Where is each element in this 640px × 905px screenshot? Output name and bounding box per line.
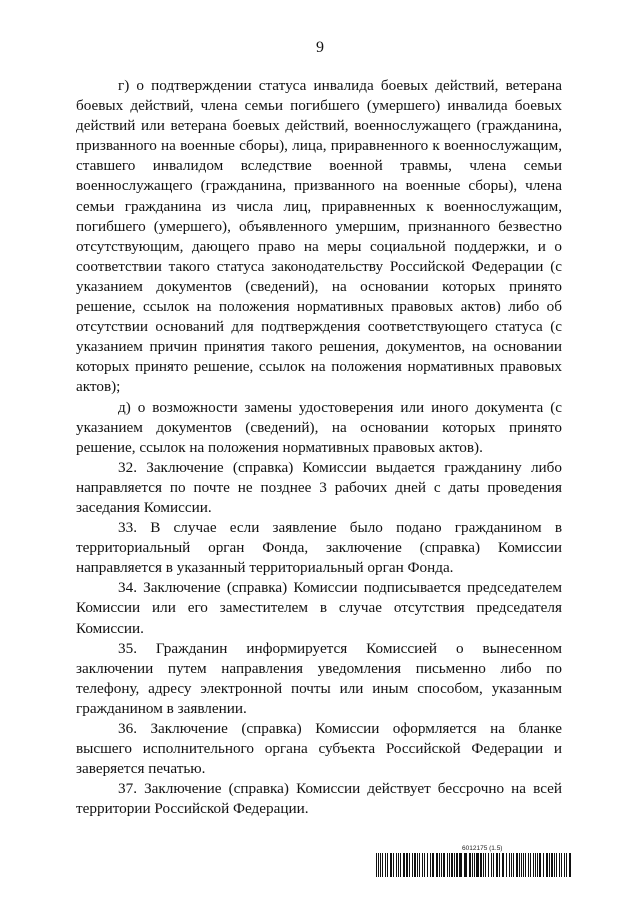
barcode-bar [516, 853, 518, 877]
barcode-bar [569, 853, 571, 877]
barcode-bar [398, 853, 399, 877]
barcode-bar [543, 853, 544, 877]
barcode-bar [382, 853, 383, 877]
barcode-bar [441, 853, 442, 877]
barcode-bar [385, 853, 386, 877]
barcode-bar [559, 853, 560, 877]
barcode-bar [396, 853, 397, 877]
barcode-bar [443, 853, 445, 877]
barcode-bar [525, 853, 526, 877]
barcode-bar [459, 853, 462, 877]
barcode-bar [509, 853, 510, 877]
barcode-bar [380, 853, 381, 877]
barcode-bar [376, 853, 377, 877]
barcode-bar [483, 853, 484, 877]
barcode-bar [400, 853, 401, 877]
paragraph-37: 37. Заключение (справка) Комиссии действует бессрочно на всей территории Российской Федерации. [76, 780, 562, 818]
paragraph-35: 35. Гражданин информируется Комиссией о вынесенном заключении путем направления уведомления письменно либо по телефону, адресу электронной почты или иным способом, указанным гражданином в заявлении. [76, 639, 562, 717]
barcode-bar [412, 853, 413, 877]
barcode-bar [513, 853, 514, 877]
barcode-bar [551, 853, 553, 877]
barcode-bar [469, 853, 471, 877]
barcode-bar [464, 853, 467, 877]
barcode-bar [449, 853, 450, 877]
barcode-bar [488, 853, 489, 877]
barcode-bar [491, 853, 492, 877]
barcode-bar [493, 853, 494, 877]
barcode-bar [454, 853, 455, 877]
barcode-bar [511, 853, 512, 877]
barcode-bar [519, 853, 520, 877]
barcode-bar [528, 853, 529, 877]
barcode-bar [499, 853, 500, 877]
barcode-bar [556, 853, 557, 877]
barcode-bar [430, 853, 431, 877]
barcode-bar [523, 853, 524, 877]
barcode-bar [566, 853, 567, 877]
barcode-bar [485, 853, 486, 877]
barcode-bar [447, 853, 448, 877]
document-body [76, 76, 562, 819]
barcode-bar [535, 853, 536, 877]
barcode-bar [414, 853, 416, 877]
barcode-bar [530, 853, 531, 877]
barcode-bar [417, 853, 418, 877]
paragraph-32: 32. Заключение (справка) Комиссии выдается гражданину либо направляется по почте не позднее 3 рабочих дней с даты проведения заседания Комиссии. [76, 458, 562, 516]
page-number: 9 [316, 39, 324, 56]
barcode-bar [533, 853, 534, 877]
barcode-bar [496, 853, 498, 877]
barcode-bar [539, 853, 541, 877]
barcode-bar [406, 853, 408, 877]
barcode-bar [561, 853, 562, 877]
barcode-bar [554, 853, 555, 877]
barcode-bar [403, 853, 405, 877]
barcode-bar [409, 853, 410, 877]
barcode-bar [476, 853, 479, 877]
barcode-bar [422, 853, 423, 877]
paragraph-34: 34. Заключение (справка) Комиссии подписывается председателем Комиссии или его заместителем в случае отсутствия председателя Комиссии. [76, 579, 562, 637]
paragraph-36: 36. Заключение (справка) Комиссии оформляется на бланке высшего исполнительного органа субъекта Российской Федерации и заверяется печатью. [76, 720, 562, 778]
barcode-bar [427, 853, 428, 877]
barcode-bar [537, 853, 538, 877]
barcode-bar [436, 853, 438, 877]
barcode-bar [451, 853, 453, 877]
barcode-bar [480, 853, 482, 877]
barcode-bar [439, 853, 440, 877]
barcode-bar [432, 853, 434, 877]
paragraph-g: г) о подтверждении статуса инвалида боевых действий, ветерана боевых действий, члена семьи погибшего (умершего) инвалида боевых действий или ветерана боевых действий, военнослужащего (гражданина, призванного на военные сборы), лица, приравненного к военнослужащим, ставшего инвалидом вследствие военной травмы, члена семьи военнослужащего (гражданина, призванного на военные сборы), члена семьи гражданина из числа лиц, приравненных к военнослужащим, погибшего (умершего), объявленного умершим, признанного безвестно отсутствующим, дающего право на меры социальной поддержки, и о соответствии такого статуса законодательству Российской Федерации (с указанием документов (сведений), на основании которых принято решение, ссылок на положения нормативных правовых актов) либо об отсутствии оснований для подтверждения соответствующего статуса (с указанием причин принятия такого решения, документов, на основании которых принято решение, ссылок на положения нормативных правовых актов); [76, 77, 562, 396]
barcode-bar [378, 853, 379, 877]
barcode-bar [390, 853, 392, 877]
barcode-bar [502, 853, 504, 877]
barcode-bar [472, 853, 473, 877]
paragraph-33: 33. В случае если заявление было подано гражданином в территориальный орган Фонда, заключение (справка) Комиссии направляется в указанный территориальный орган Фонда. [76, 519, 562, 577]
barcode-bar [387, 853, 388, 877]
barcode-bar [474, 853, 475, 877]
paragraph-d: д) о возможности замены удостоверения или иного документа (с указанием документов (сведений), на основании которых принято решение, ссылок на положения нормативных правовых актов). [76, 398, 562, 456]
barcode-bar [564, 853, 565, 877]
barcode-bar [506, 853, 507, 877]
barcode-bar [549, 853, 550, 877]
barcode-bar [546, 853, 548, 877]
barcode-bar [393, 853, 394, 877]
barcode [376, 853, 572, 877]
barcode-bar [521, 853, 522, 877]
document-code: 6012175 (1.5) [462, 845, 503, 852]
barcode-bar [419, 853, 420, 877]
barcode-bar [456, 853, 458, 877]
barcode-bar [424, 853, 425, 877]
